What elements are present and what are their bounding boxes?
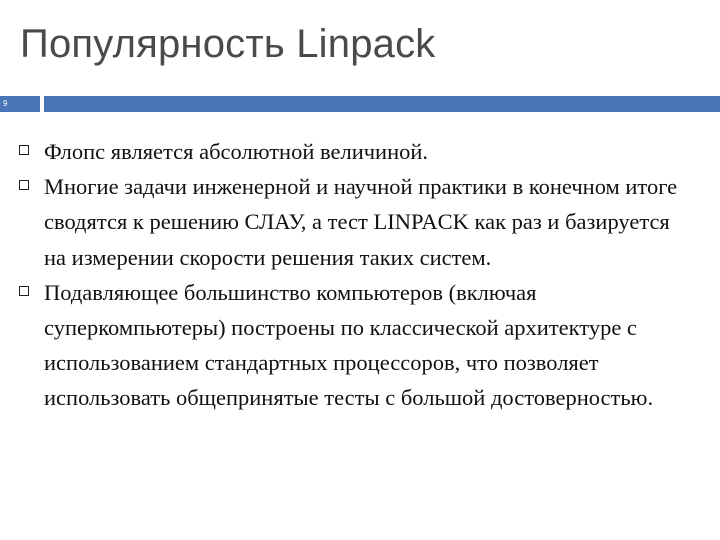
bullet-text-3: Подавляющее большинство компьютеров (включая суперкомпьютеры) построены по классической архитектуре с использованием стандартных процессоров, что позволяет использовать общепринятые тесты с большой достоверностью. [44, 279, 654, 411]
square-bullet-icon [19, 180, 29, 190]
bullet-list [0, 134, 720, 416]
slide-title: Популярность Linpack [20, 22, 436, 66]
square-bullet-icon [19, 286, 29, 296]
bullet-item-3 [0, 275, 694, 416]
slide-number: 9 [0, 96, 40, 112]
bullet-item-2 [0, 169, 694, 275]
title-underline-bar [44, 96, 720, 112]
square-bullet-icon [19, 145, 29, 155]
bullet-text-2: Многие задачи инженерной и научной практики в конечном итоге сводятся к решению СЛАУ, а тест LINPACK как раз и базируется на измерении скорости решения таких систем. [44, 174, 678, 270]
bullet-item-1 [0, 134, 694, 169]
bullet-text-1: Флопс является абсолютной величиной. [44, 139, 429, 164]
